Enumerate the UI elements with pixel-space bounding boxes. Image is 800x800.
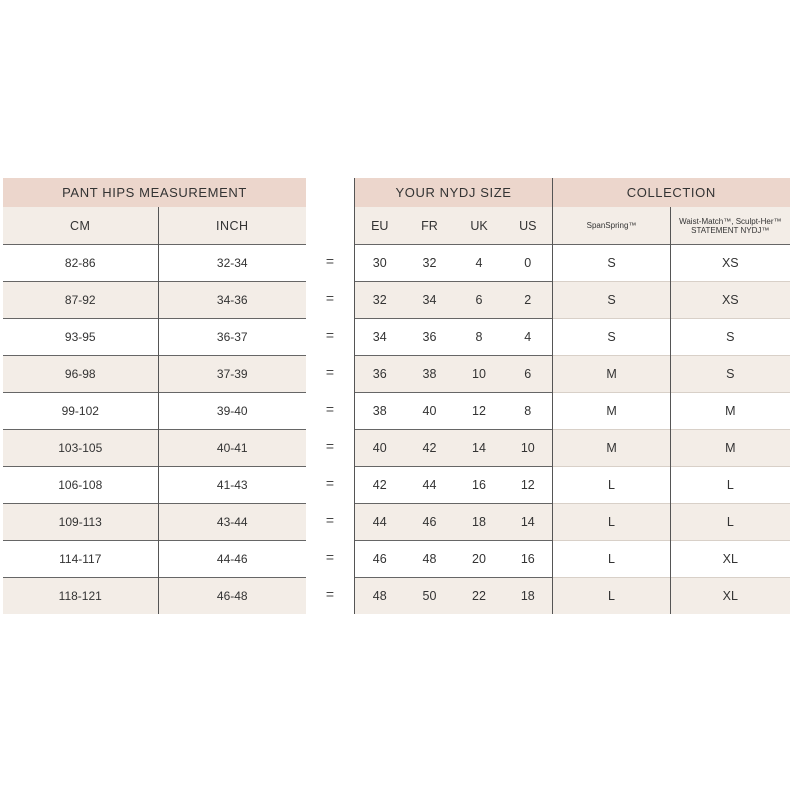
spanspring-cell: L xyxy=(553,541,671,578)
waistmatch-cell: M xyxy=(671,393,790,430)
equals-sign: = xyxy=(325,290,335,306)
waistmatch-header-line1: Waist-Match™, Sculpt-Her™ xyxy=(679,216,782,226)
table-row xyxy=(3,282,306,319)
waistmatch-cell: S xyxy=(671,319,790,356)
equals-sign: = xyxy=(325,327,335,343)
cm-cell: 93-95 xyxy=(3,319,158,356)
table-row xyxy=(3,319,306,356)
us-cell: 0 xyxy=(504,245,553,282)
collection-title: COLLECTION xyxy=(553,178,790,207)
inch-cell: 44-46 xyxy=(158,541,306,578)
waistmatch-cell: XL xyxy=(671,541,790,578)
eu-cell: 30 xyxy=(355,245,405,282)
fr-cell: 36 xyxy=(405,319,455,356)
nydj-size-table xyxy=(354,178,790,614)
cm-cell: 99-102 xyxy=(3,393,158,430)
us-cell: 6 xyxy=(504,356,553,393)
table-row xyxy=(355,504,790,541)
inch-cell: 40-41 xyxy=(158,430,306,467)
cm-cell: 106-108 xyxy=(3,467,158,504)
inch-cell: 37-39 xyxy=(158,356,306,393)
table-row xyxy=(355,578,790,615)
fr-cell: 38 xyxy=(405,356,455,393)
inch-cell: 43-44 xyxy=(158,504,306,541)
spanspring-cell: S xyxy=(553,245,671,282)
waistmatch-cell: XL xyxy=(671,578,790,615)
waistmatch-header xyxy=(671,207,790,245)
equals-sign: = xyxy=(325,253,335,269)
fr-cell: 34 xyxy=(405,282,455,319)
uk-cell: 16 xyxy=(455,467,504,504)
fr-cell: 50 xyxy=(405,578,455,615)
inch-cell: 39-40 xyxy=(158,393,306,430)
cm-cell: 103-105 xyxy=(3,430,158,467)
waistmatch-cell: XS xyxy=(671,282,790,319)
uk-cell: 20 xyxy=(455,541,504,578)
inch-header: INCH xyxy=(158,207,306,245)
spanspring-cell: L xyxy=(553,467,671,504)
eu-cell: 46 xyxy=(355,541,405,578)
uk-cell: 4 xyxy=(455,245,504,282)
eu-cell: 34 xyxy=(355,319,405,356)
eu-header: EU xyxy=(355,207,405,245)
fr-cell: 44 xyxy=(405,467,455,504)
us-cell: 12 xyxy=(504,467,553,504)
uk-cell: 14 xyxy=(455,430,504,467)
us-cell: 8 xyxy=(504,393,553,430)
table-row xyxy=(3,541,306,578)
table-row xyxy=(355,393,790,430)
waistmatch-header-line2: STATEMENT NYDJ™ xyxy=(691,225,770,235)
uk-cell: 12 xyxy=(455,393,504,430)
spanspring-cell: M xyxy=(553,393,671,430)
spanspring-cell: S xyxy=(553,282,671,319)
table-row xyxy=(355,541,790,578)
uk-cell: 6 xyxy=(455,282,504,319)
equals-sign: = xyxy=(325,364,335,380)
waistmatch-cell: L xyxy=(671,504,790,541)
table-row xyxy=(3,504,306,541)
equals-sign: = xyxy=(325,586,335,602)
eu-cell: 32 xyxy=(355,282,405,319)
table-row xyxy=(355,467,790,504)
cm-cell: 114-117 xyxy=(3,541,158,578)
spanspring-cell: M xyxy=(553,356,671,393)
table-row xyxy=(355,319,790,356)
fr-cell: 40 xyxy=(405,393,455,430)
waistmatch-cell: XS xyxy=(671,245,790,282)
equals-sign: = xyxy=(325,512,335,528)
table-row xyxy=(3,356,306,393)
us-cell: 2 xyxy=(504,282,553,319)
uk-header: UK xyxy=(455,207,504,245)
inch-cell: 36-37 xyxy=(158,319,306,356)
eu-cell: 36 xyxy=(355,356,405,393)
equals-sign: = xyxy=(325,549,335,565)
fr-header: FR xyxy=(405,207,455,245)
equals-sign: = xyxy=(325,401,335,417)
equals-sign: = xyxy=(325,475,335,491)
fr-cell: 46 xyxy=(405,504,455,541)
us-cell: 10 xyxy=(504,430,553,467)
eu-cell: 38 xyxy=(355,393,405,430)
hips-measurement-title: PANT HIPS MEASUREMENT xyxy=(3,178,306,207)
inch-cell: 46-48 xyxy=(158,578,306,615)
inch-cell: 41-43 xyxy=(158,467,306,504)
uk-cell: 10 xyxy=(455,356,504,393)
us-cell: 4 xyxy=(504,319,553,356)
table-row xyxy=(355,430,790,467)
eu-cell: 42 xyxy=(355,467,405,504)
inch-cell: 34-36 xyxy=(158,282,306,319)
eu-cell: 44 xyxy=(355,504,405,541)
spanspring-cell: L xyxy=(553,504,671,541)
table-row xyxy=(355,282,790,319)
cm-cell: 118-121 xyxy=(3,578,158,615)
uk-cell: 8 xyxy=(455,319,504,356)
fr-cell: 32 xyxy=(405,245,455,282)
spanspring-header: SpanSpring™ xyxy=(553,207,671,245)
waistmatch-cell: M xyxy=(671,430,790,467)
cm-cell: 87-92 xyxy=(3,282,158,319)
cm-cell: 96-98 xyxy=(3,356,158,393)
spanspring-cell: L xyxy=(553,578,671,615)
spanspring-cell: M xyxy=(553,430,671,467)
table-row xyxy=(3,467,306,504)
eu-cell: 40 xyxy=(355,430,405,467)
cm-cell: 82-86 xyxy=(3,245,158,282)
fr-cell: 42 xyxy=(405,430,455,467)
waistmatch-cell: S xyxy=(671,356,790,393)
nydj-size-title: YOUR NYDJ SIZE xyxy=(355,178,553,207)
uk-cell: 22 xyxy=(455,578,504,615)
equals-sign: = xyxy=(325,438,335,454)
us-header: US xyxy=(504,207,553,245)
cm-header: CM xyxy=(3,207,158,245)
hips-measurement-table xyxy=(3,178,306,614)
us-cell: 16 xyxy=(504,541,553,578)
table-row xyxy=(3,578,306,615)
table-row xyxy=(355,245,790,282)
uk-cell: 18 xyxy=(455,504,504,541)
inch-cell: 32-34 xyxy=(158,245,306,282)
table-row xyxy=(3,245,306,282)
us-cell: 18 xyxy=(504,578,553,615)
eu-cell: 48 xyxy=(355,578,405,615)
cm-cell: 109-113 xyxy=(3,504,158,541)
spanspring-cell: S xyxy=(553,319,671,356)
table-row xyxy=(3,430,306,467)
fr-cell: 48 xyxy=(405,541,455,578)
waistmatch-cell: L xyxy=(671,467,790,504)
us-cell: 14 xyxy=(504,504,553,541)
table-row xyxy=(3,393,306,430)
table-row xyxy=(355,356,790,393)
